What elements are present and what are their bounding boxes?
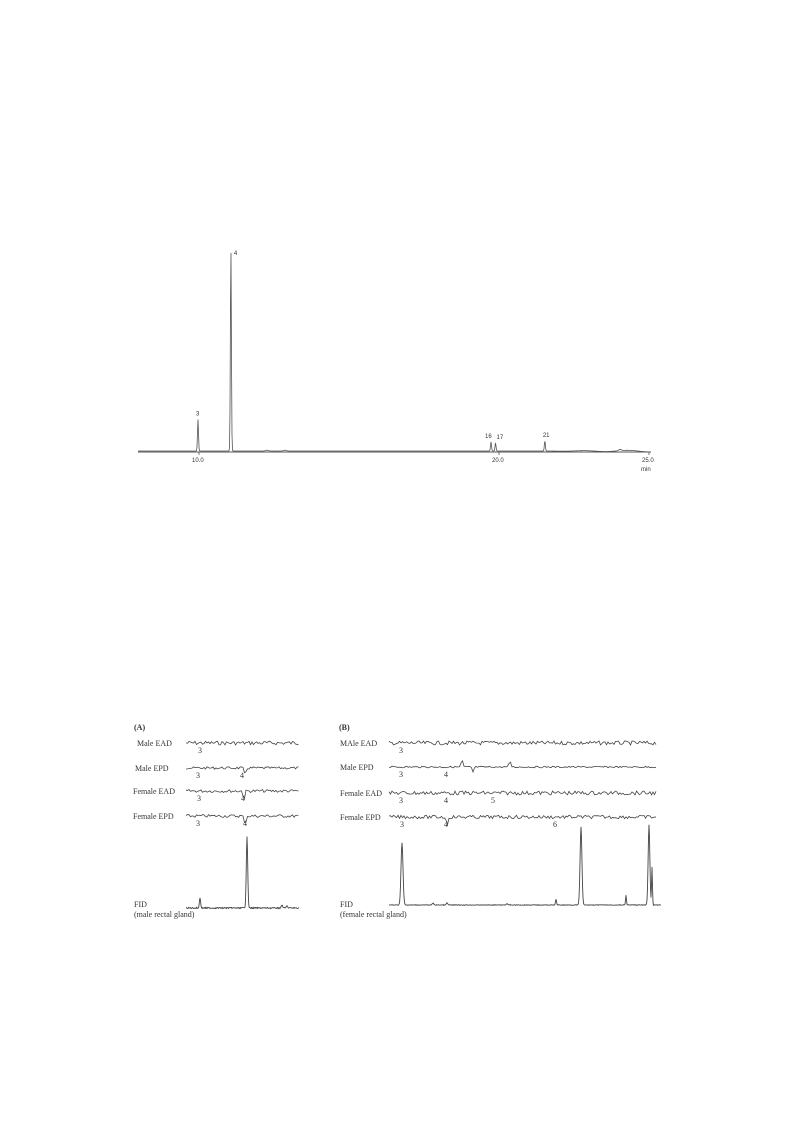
trace-label-0: MAle EAD: [340, 739, 378, 748]
trace-label-3: Female EPD: [340, 813, 381, 822]
trace-marker-1-4: 4: [444, 770, 448, 779]
trace-label-1: Male EPD: [340, 763, 374, 772]
trace-marker-1-3: 3: [196, 771, 200, 780]
panel-a-label: (A): [134, 723, 146, 732]
trace-marker-2-3: 3: [399, 796, 403, 805]
peak-label-17: 17: [496, 434, 504, 441]
fid-label: FID: [134, 900, 147, 909]
trace-marker-1-4: 4: [240, 771, 244, 780]
fid-sublabel: (male rectal gland): [134, 910, 195, 919]
panel-b-label: (B): [339, 723, 350, 732]
trace-marker-3-4: 4: [243, 819, 247, 828]
x-tick-label-25.0: 25.0: [642, 458, 654, 464]
trace-line-1: [389, 761, 656, 772]
trace-marker-0-3: 3: [198, 746, 202, 755]
trace-label-2: Female EAD: [133, 787, 175, 796]
peak-label-3: 3: [196, 411, 200, 418]
fid-trace: [186, 837, 299, 909]
chromatogram-trace: [138, 253, 651, 452]
trace-label-0: Male EAD: [137, 739, 172, 748]
trace-label-1: Male EPD: [135, 764, 169, 773]
trace-line-0: [389, 741, 656, 745]
peak-label-21: 21: [542, 432, 550, 439]
panel-a: [133, 723, 299, 919]
trace-marker-2-3: 3: [197, 794, 201, 803]
trace-marker-2-4: 4: [444, 796, 448, 805]
trace-marker-3-3: 3: [400, 820, 404, 829]
x-axis-unit: min: [641, 467, 651, 473]
trace-line-2: [389, 791, 656, 795]
trace-marker-3-3: 3: [196, 819, 200, 828]
trace-label-2: Female EAD: [340, 789, 382, 798]
chromatogram: [138, 251, 654, 473]
trace-line-0: [186, 741, 299, 745]
trace-label-3: Female EPD: [133, 812, 174, 821]
peak-label-4: 4: [233, 251, 238, 257]
panel-b: [339, 723, 661, 919]
trace-marker-0-3: 3: [399, 746, 403, 755]
peak-label-16: 16: [485, 433, 492, 440]
trace-marker-2-5: 5: [491, 796, 495, 805]
x-tick-label-20.0: 20.0: [492, 458, 504, 464]
trace-marker-3-4: 4: [444, 820, 448, 829]
fid-label: FID: [340, 900, 353, 909]
trace-marker-1-3: 3: [399, 770, 403, 779]
trace-marker-3-6: 6: [553, 820, 557, 829]
trace-marker-2-4: 4: [241, 794, 245, 803]
trace-line-3: [389, 815, 656, 825]
x-tick-label-10.0: 10.0: [192, 458, 204, 464]
fid-sublabel: (female rectal gland): [340, 910, 407, 919]
fid-trace: [389, 825, 661, 906]
